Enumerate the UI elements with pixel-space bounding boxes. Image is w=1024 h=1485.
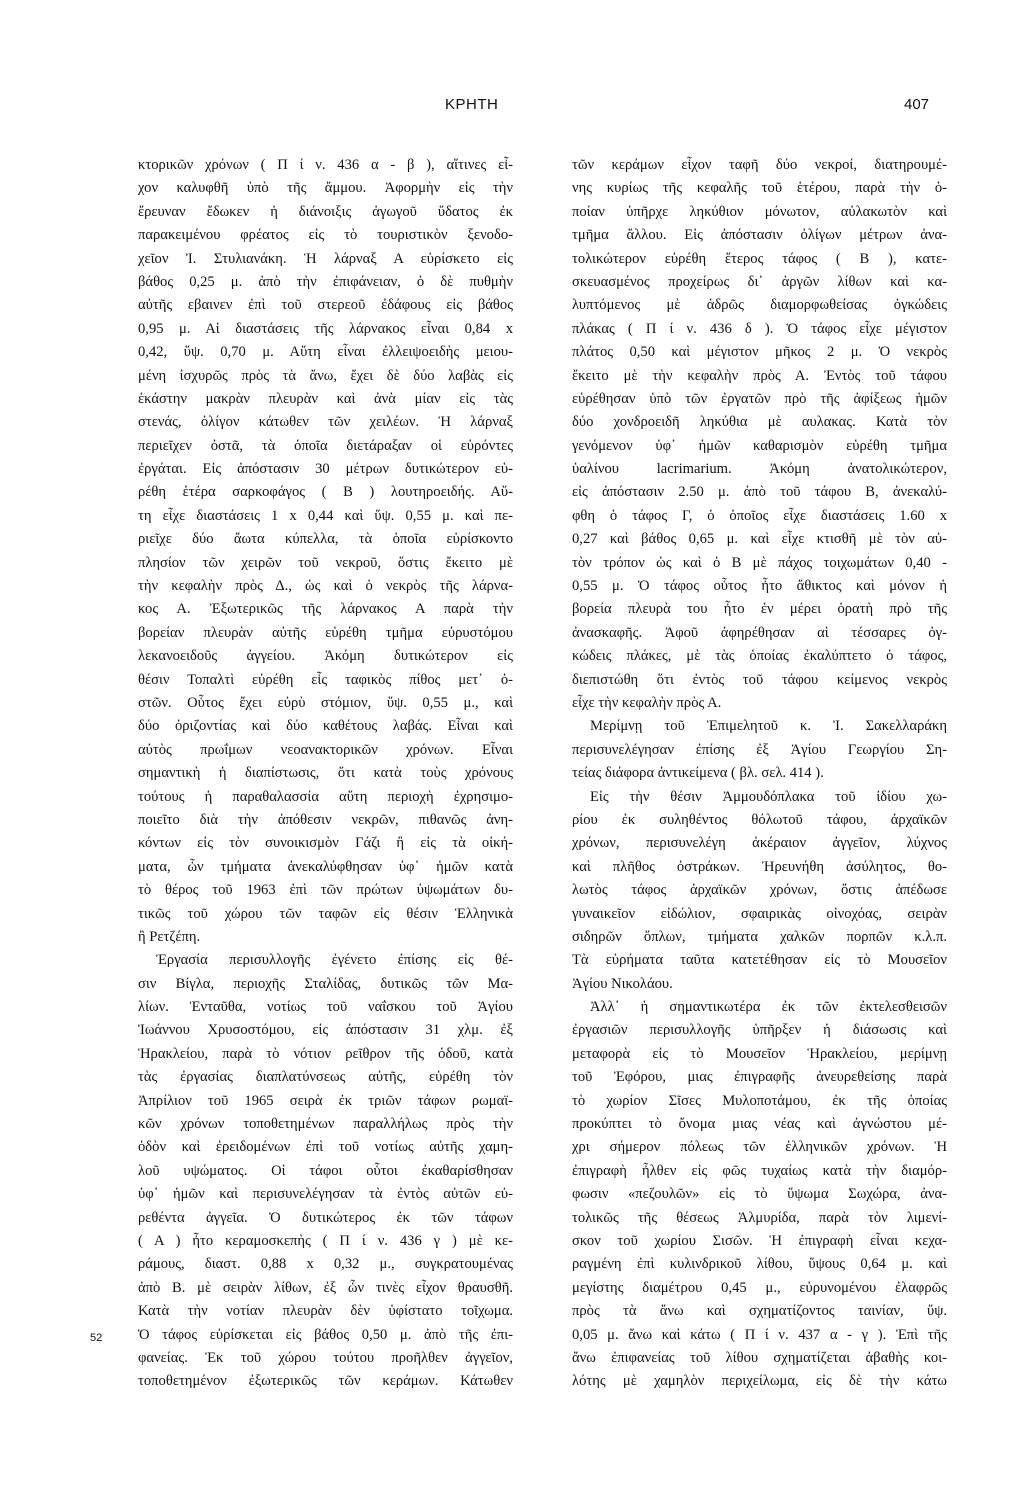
- text-line: στενάς, ὀλίγον κάτωθεν τῶν χειλέων. Ἡ λάρναξ: [138, 414, 513, 431]
- text-line: ἐπιγραφὴ ἦλθεν εἰς φῶς τυχαίως κατὰ τὴν διαμόρ-: [572, 1162, 947, 1179]
- text-line: τὸν τρόπον ὡς καὶ ὁ Β μὲ πάχος τοιχωμάτων 0,40 -: [572, 554, 947, 571]
- text-line: προκύπτει τὸ ὄνομα μιας νέας καὶ ἀγνώστου μέ-: [572, 1116, 947, 1133]
- text-line: γυναικεῖον εἰδώλιον, σφαιρικὰς οἰνοχόας, σειρὰν: [572, 905, 947, 922]
- running-header: [0, 96, 1024, 116]
- text-line: τμῆμα ἄλλου. Εἰς ἀπόστασιν ὀλίγων μέτρων ἀνα-: [572, 227, 947, 244]
- text-line: τικῶς τοῦ χώρου τῶν ταφῶν εἰς θέσιν Ἑλληνικὰ: [138, 905, 513, 922]
- text-line: διεπιστώθη ὅτι ἐντὸς τοῦ τάφου κείμενος νεκρὸς: [572, 671, 947, 688]
- text-line: ( Α ) ἦτο κεραμοσκεπὴς ( Π ί ν. 436 γ ) μὲ κε-: [138, 1232, 513, 1249]
- text-line: λίων. Ἐνταῦθα, νοτίως τοῦ ναΐσκου τοῦ Ἁγίου: [138, 999, 513, 1016]
- text-line: ἑκάστην μακρὰν πλευρὰν καὶ ἀνὰ μίαν εἰς τὰς: [138, 390, 513, 407]
- text-line: χρι σήμερον πόλεως τῶν ἑλληνικῶν χρόνων. Ἡ: [572, 1139, 947, 1156]
- text-line: Ἐργασία περισυλλογῆς ἐγένετο ἐπίσης εἰς θέ-: [156, 952, 513, 969]
- text-line: Ἡρακλείου, παρὰ τὸ νότιον ρεῖθρον τῆς ὁδοῦ, κατὰ: [138, 1045, 513, 1062]
- text-line: κώδεις πλάκες, μὲ τὰς ὁποίας ἐκαλύπτετο ὁ τάφος,: [572, 648, 947, 665]
- text-line: κῶν χρόνων τοποθετημένων παραλλήλως πρὸς τὴν: [138, 1116, 513, 1133]
- text-line: Τὰ εὑρήματα ταῦτα κατετέθησαν εἰς τὸ Μουσεῖον: [572, 952, 947, 969]
- text-line: ἀνασκαφῆς. Ἀφοῦ ἀφηρέθησαν αἱ τέσσαρες ὀγ-: [572, 624, 947, 641]
- text-line: γενόμενον ὑφ᾽ ἡμῶν καθαρισμὸν εὑρέθη τμῆμα: [572, 437, 947, 454]
- page-number: 407: [904, 96, 930, 113]
- text-line: Κατὰ τὴν νοτίαν πλευρὰν δὲν ὑφίστατο τοῖχωμα.: [138, 1303, 513, 1320]
- text-line: πλάτος 0,50 καὶ μέγιστον μῆκος 2 μ. Ὁ νεκρὸς: [572, 344, 947, 361]
- text-line: φωσιν «πεζουλῶν» εἰς τὸ ὕψωμα Σωχώρα, ἀνα-: [572, 1186, 947, 1203]
- text-line: Ἀλλ᾽ ἡ σημαντικωτέρα ἐκ τῶν ἐκτελεσθεισῶν: [590, 999, 947, 1016]
- text-line: Μερίμνῃ τοῦ Ἐπιμελητοῦ κ. Ἰ. Σακελλαράκη: [590, 718, 947, 735]
- text-line: φανείας. Ἐκ τοῦ χώρου τούτου προῆλθεν ἀγγεῖον,: [138, 1349, 513, 1366]
- text-line: περισυνελέγησαν ἐπίσης ἐξ Ἁγίου Γεωργίου Ση-: [572, 741, 947, 758]
- text-line: τη εἶχε διαστάσεις 1 x 0,44 καὶ ὕψ. 0,55 μ. καὶ πε-: [138, 507, 513, 524]
- text-line: τῶν κεράμων εἶχον ταφῆ δύο νεκροί, διατηρουμέ-: [572, 157, 947, 173]
- text-line: τοῦ Ἐφόρου, μιας ἐπιγραφῆς ἀνευρεθείσης παρὰ: [572, 1069, 947, 1086]
- text-line: λότης μὲ χαμηλὸν περιχείλωμα, εἰς δὲ τὴν κάτω: [572, 1373, 947, 1390]
- text-line: τὴν κεφαλὴν πρὸς Δ., ὡς καὶ ὁ νεκρὸς τῆς λάρνα-: [138, 578, 513, 595]
- text-line: μεγίστης διαμέτρου 0,45 μ., εὐρυνομένου ἐλαφρῶς: [572, 1279, 947, 1296]
- text-line: τὸ θέρος τοῦ 1963 ἐπὶ τῶν πρώτων ὑψωμάτων δυ-: [138, 882, 513, 899]
- text-line: βορεία πλευρὰ του ἦτο ἐν μέρει ὁρατὴ πρὸ τῆς: [572, 601, 947, 618]
- text-line: πρὸς τὰ ἄνω καὶ σχηματίζοντος ταινίαν, ὕψ.: [572, 1303, 947, 1320]
- text-line: 0,05 μ. ἄνω καὶ κάτω ( Π ί ν. 437 α - γ ). Ἐπὶ τῆς: [572, 1326, 947, 1343]
- text-line: δύο χονδροειδῆ ληκύθια μὲ αυλακας. Κατὰ τὸν: [572, 414, 947, 431]
- text-line: καὶ πλῆθος ὀστράκων. Ἠρευνήθη ἀσύλητος, θο-: [572, 858, 947, 875]
- text-line: ρίου ἐκ συληθέντος θόλωτοῦ τάφου, ἀρχαϊκῶν: [572, 811, 947, 828]
- text-line: 0,95 μ. Αἱ διαστάσεις τῆς λάρνακος εἶναι 0,84 x: [138, 320, 513, 337]
- text-line: ρέθη ἑτέρα σαρκοφάγος ( Β ) λουτηροειδής. Αὕ-: [138, 484, 513, 501]
- text-line: αὐτῆς εβαινεν ἐπὶ τοῦ στερεοῦ ἐδάφους εἰς βάθος: [138, 297, 513, 314]
- text-line: λεκανοειδοῦς ἀγγείου. Ἀκόμη δυτικώτερον εἰς: [138, 648, 513, 665]
- text-line: ριεῖχε δύο ἄωτα κύπελλα, τὰ ὁποῖα εὑρίσκοντο: [138, 531, 513, 548]
- text-line: χεῖον Ἰ. Στυλιανάκη. Ἡ λάρναξ Α εὑρίσκετο εἰς: [138, 250, 513, 267]
- text-line: ὁδὸν καὶ ἐρειδομένων ἐπὶ τοῦ νοτίως αὐτῆς χαμη-: [138, 1139, 513, 1156]
- text-line: ρεθέντα ἀγγεῖα. Ὁ δυτικώτερος ἐκ τῶν τάφων: [138, 1209, 513, 1226]
- text-line: ράμους, διαστ. 0,88 x 0,32 μ., συγκρατουμένας: [138, 1256, 513, 1273]
- text-line: νης κυρίως τῆς κεφαλῆς τοῦ ἑτέρου, παρὰ τὴν ὁ-: [572, 180, 947, 197]
- text-line: ἔκειτο μὲ τὴν κεφαλὴν πρὸς Α. Ἐντὸς τοῦ τάφου: [572, 367, 947, 384]
- text-line: σημαντικὴ ἡ διαπίστωσις, ὅτι κατὰ τοὺς χρόνους: [138, 765, 513, 782]
- text-line: τὸ χωρίον Σῖσες Μυλοποτάμου, ἐκ τῆς ὁποίας: [572, 1092, 947, 1109]
- text-line: τείας διάφορα ἀντικείμενα ( βλ. σελ. 414 ).: [572, 765, 824, 782]
- text-line: μεταφορὰ εἰς τὸ Μουσεῖον Ἡρακλείου, μερίμνῃ: [572, 1045, 947, 1062]
- text-line: Ἀπρίλιον τοῦ 1965 σειρὰ ἐκ τριῶν τάφων ρωμαϊ-: [138, 1092, 513, 1109]
- text-line: φθη ὁ τάφος Γ, ὁ ὁποῖος εἶχε διαστάσεις 1.60 x: [572, 507, 947, 524]
- text-line: βορείαν πλευρὰν αὐτῆς εὑρέθη τμῆμα εὐρυστόμου: [138, 624, 513, 641]
- text-line: ποίαν ὑπῆρχε ληκύθιον μόνωτον, αὐλακωτὸν καὶ: [572, 203, 947, 220]
- text-line: 0,42, ὕψ. 0,70 μ. Αὕτη εἶναι ἐλλειψοειδὴς μειου-: [138, 344, 513, 361]
- text-line: κος Α. Ἐξωτερικῶς τῆς λάρνακος Α παρὰ τὴν: [138, 601, 513, 618]
- text-line: σκευασμένος προχείρως δι᾽ ἀργῶν λίθων καὶ κα-: [572, 273, 947, 290]
- text-line: ὑφ᾽ ἡμῶν καὶ περισυνελέγησαν τὰ ἐντὸς αὐτῶν εὑ-: [138, 1186, 513, 1203]
- text-line: σιδηρῶν ὅπλων, τμήματα χαλκῶν πορπῶν κ.λ.π.: [572, 928, 947, 945]
- text-line: εὑρέθησαν ὑπὸ τῶν ἐργατῶν πρὸ τῆς ἀφίξεως ἡμῶν: [572, 390, 947, 407]
- text-line: ματα, ὧν τμήματα ἀνεκαλύφθησαν ὑφ᾽ ἡμῶν κατὰ: [138, 858, 513, 875]
- text-line: ἐργάται. Εἰς ἀπόστασιν 30 μέτρων δυτικώτερον εὑ-: [138, 461, 513, 478]
- text-line: μένη ἰσχυρῶς πρὸς τὰ ἄνω, ἔχει δὲ δύο λαβὰς εἰς: [138, 367, 513, 384]
- text-line: τὰς ἐργασίας διαπλατύνσεως αὐτῆς, εὑρέθη τὸν: [138, 1069, 513, 1086]
- text-line: εἰς ἀπόστασιν 2.50 μ. ἀπὸ τοῦ τάφου Β, ἀνεκαλύ-: [572, 484, 947, 501]
- text-line: λωτὸς τάφος ἀρχαϊκῶν χρόνων, ὅστις ἀπέδωσε: [572, 882, 947, 899]
- text-line: σκον τοῦ χωρίου Σισῶν. Ἡ ἐπιγραφὴ εἶναι κεχα-: [572, 1232, 947, 1249]
- text-line: Ἁγίου Νικολάου.: [572, 975, 673, 992]
- text-line: στῶν. Οὗτος ἔχει εὐρὺ στόμιον, ὕψ. 0,55 μ., καὶ: [138, 694, 513, 711]
- text-line: κτορικῶν χρόνων ( Π ί ν. 436 α - β ), αἵτινες εἶ-: [138, 157, 513, 173]
- text-line: παρακειμένου φρέατος εἰς τὸ τουριστικὸν ξενοδο-: [138, 227, 513, 244]
- text-line: χρόνων, περισυνελέγη ἀκέραιον ἀγγεῖον, λύχνος: [572, 835, 947, 852]
- text-line: λοῦ υψώματος. Οἱ τάφοι οὗτοι ἐκαθαρίσθησαν: [138, 1162, 513, 1179]
- text-line: τολικῶς τῆς θέσεως Ἁλμυρίδα, παρὰ τὸν λιμενί-: [572, 1209, 947, 1226]
- running-title: ΚΡΗΤΗ: [445, 96, 499, 113]
- text-line: ὑαλίνου lacrimarium. Ἀκόμη ἀνατολικώτερον,: [572, 461, 947, 478]
- text-line: 0,55 μ. Ὁ τάφος οὗτος ἦτο ἄθικτος καὶ μόνον ἡ: [572, 578, 947, 595]
- text-line: ἐργασιῶν περισυλλογῆς ὑπῆρξεν ἡ διάσωσις καὶ: [572, 1022, 947, 1039]
- text-line: δύο ὁριζοντίας καὶ δύο καθέτους λαβάς. Εἶναι καὶ: [138, 718, 513, 735]
- text-line: ἢ Ρετζέπη.: [138, 928, 201, 945]
- folio-number: 52: [90, 1332, 103, 1344]
- text-line: χον καλυφθῆ ὑπὸ τῆς ἄμμου. Ἀφορμὴν εἰς τὴν: [138, 180, 513, 197]
- text-line: πλησίον τῶν χειρῶν τοῦ νεκροῦ, ὅστις ἔκειτο μὲ: [138, 554, 513, 571]
- text-line: ραγμένη ἐπὶ κυλινδρικοῦ λίθου, ὕψους 0,64 μ. καὶ: [572, 1256, 947, 1273]
- left-text-column: [138, 154, 513, 1394]
- text-line: Ἰωάννου Χρυσοστόμου, εἰς ἀπόστασιν 31 χλμ. ἐξ: [138, 1022, 513, 1039]
- text-line: ποιεῖτο διὰ τὴν ἀπόθεσιν νεκρῶν, πιθανῶς ἀνη-: [138, 811, 513, 828]
- text-line: σιν Βίγλα, περιοχῆς Σταλίδας, δυτικῶς τῶν Μα-: [138, 975, 513, 992]
- text-line: ἀπὸ Β. μὲ σειρὰν λίθων, ἐξ ὧν τινὲς εἶχον θραυσθῆ.: [138, 1279, 513, 1296]
- text-line: αὐτὸς πρωΐμων νεοανακτορικῶν χρόνων. Εἶναι: [138, 741, 513, 758]
- text-line: ἔρευναν ἔδωκεν ἡ διάνοιξις ἀγωγοῦ ὕδατος ἐκ: [138, 203, 513, 220]
- text-line: Εἰς τὴν θέσιν Ἀμμουδόπλακα τοῦ ἰδίου χω-: [590, 788, 947, 805]
- text-line: κόντων εἰς τὸν συνοικισμὸν Γάζι ἢ εἰς τὰ οἰκή-: [138, 835, 513, 852]
- text-line: λυπτόμενος μὲ ἀδρῶς διαμορφωθείσας ὀγκώδεις: [572, 297, 947, 314]
- text-line: τολικώτερον εὑρέθη ἕτερος τάφος ( Β ), κατε-: [572, 250, 947, 267]
- text-line: πλάκας ( Π ί ν. 436 δ ). Ὁ τάφος εἶχε μέγιστον: [572, 320, 947, 337]
- text-line: Ὁ τάφος εὑρίσκεται εἰς βάθος 0,50 μ. ἀπὸ τῆς ἐπι-: [138, 1326, 513, 1343]
- text-line: 0,27 καὶ βάθος 0,65 μ. καὶ εἶχε κτισθῆ μὲ τὸν αὐ-: [572, 531, 947, 548]
- text-line: ἄνω ἐπιφανείας τοῦ λίθου σχηματίζεται ἀβαθὴς κοι-: [572, 1349, 947, 1366]
- text-line: βάθος 0,25 μ. ἀπὸ τὴν ἐπιφάνειαν, ὁ δὲ πυθμὴν: [138, 273, 513, 290]
- text-line: εἶχε τὴν κεφαλὴν πρὸς Α.: [572, 694, 722, 711]
- right-text-column: [572, 154, 947, 1394]
- text-line: περιεῖχεν ὀστᾶ, τὰ ὁποῖα διετάραξαν οἱ εὑρόντες: [138, 437, 513, 454]
- text-line: θέσιν Τοπαλτὶ εὑρέθη εἷς ταφικὸς πίθος μετ᾽ ὀ-: [138, 671, 513, 688]
- text-line: τούτους ἡ παραθαλασσία αὕτη περιοχὴ ἐχρησιμο-: [138, 788, 513, 805]
- text-line: τοποθετημένον ἐξωτερικῶς τῶν κεράμων. Κάτωθεν: [138, 1373, 513, 1390]
